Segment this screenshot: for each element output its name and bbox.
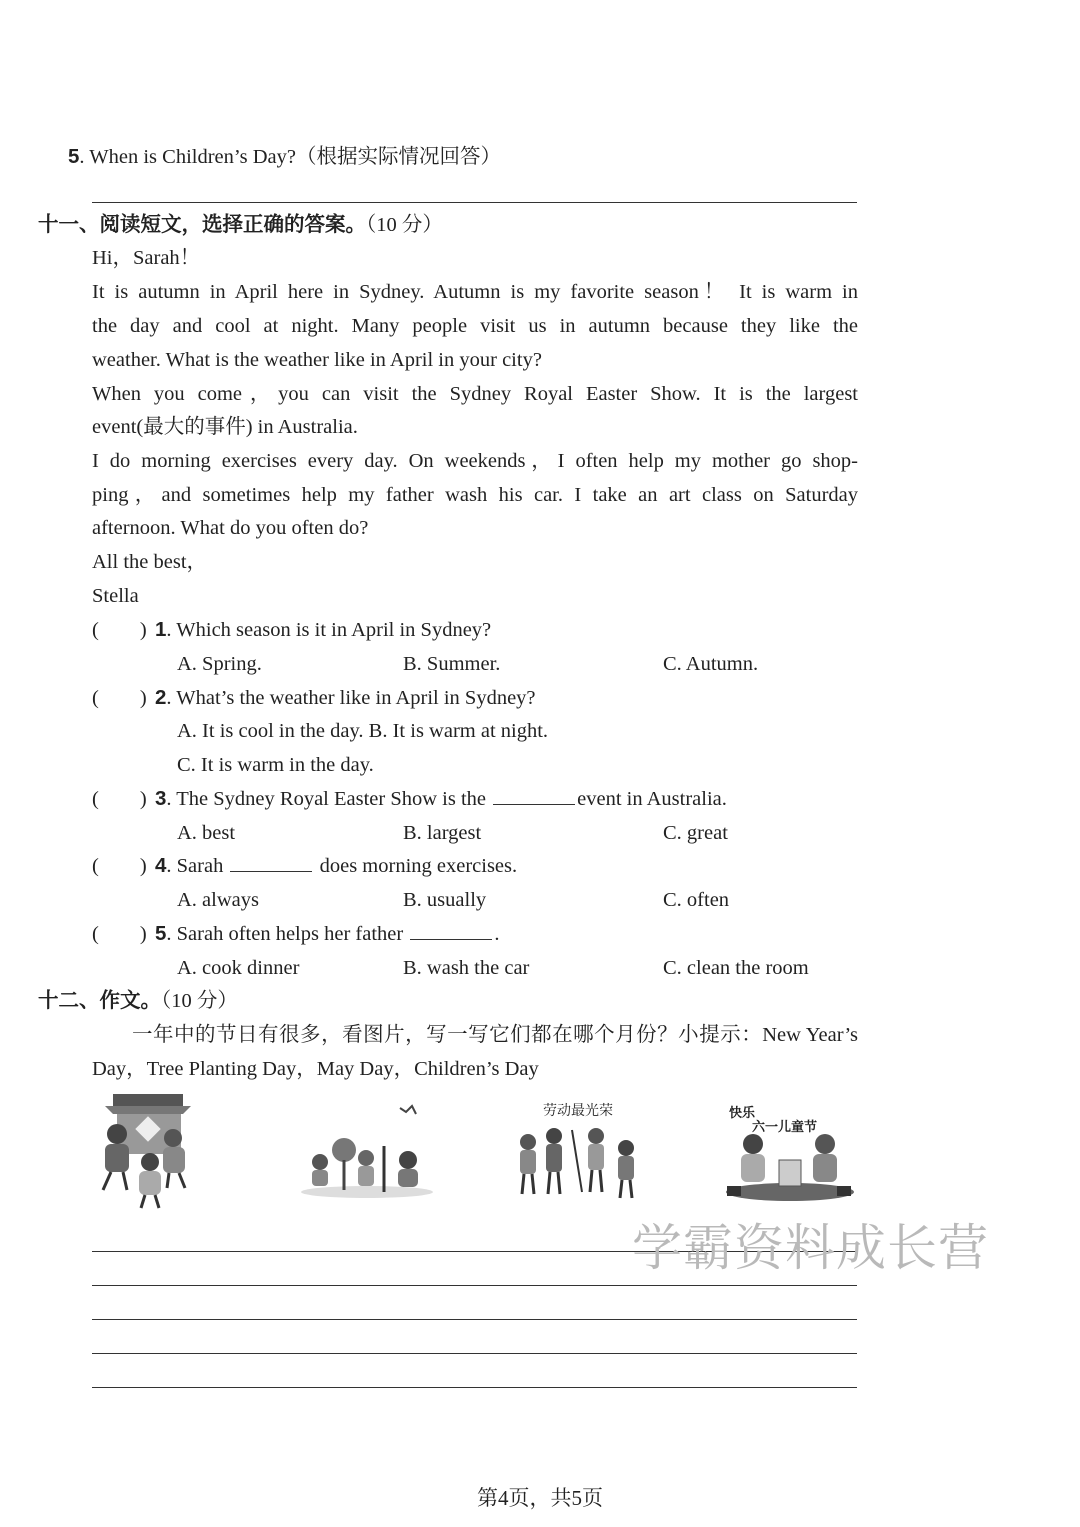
passage-text: It is autumn in April here in Sydney. Autumn is my favorite season！ It is warm in — [92, 281, 858, 303]
question-text: . The Sydney Royal Easter Show is the — [166, 788, 487, 810]
passage-line — [92, 278, 858, 306]
writing-line-2[interactable] — [92, 1285, 857, 1286]
question-number: 5 — [155, 922, 167, 945]
question-number: 1 — [155, 618, 167, 641]
passage-line: weather. What is the weather like in April in your city? — [92, 349, 542, 371]
passage-line: Hi，Sarah！ — [92, 247, 201, 269]
writing-line-5[interactable] — [92, 1387, 857, 1388]
passage-line — [92, 312, 858, 340]
childrens-day-picture — [725, 1130, 855, 1202]
new-year-picture — [95, 1090, 200, 1215]
question-text: . Sarah often helps her father — [166, 923, 404, 945]
passage-line: afternoon. What do you often do? — [92, 517, 369, 539]
question-number: 2 — [155, 686, 167, 709]
option-b[interactable]: B. largest — [403, 822, 482, 844]
section12-prompt-2: Day，Tree Planting Day，May Day，Children’s Day — [92, 1058, 539, 1080]
answer-bracket-3[interactable]: ( ) — [92, 788, 147, 810]
section11-header — [38, 211, 443, 239]
passage-line: All the best， — [92, 551, 208, 573]
answer-bracket-5[interactable]: ( ) — [92, 923, 147, 945]
question-4 — [155, 852, 517, 880]
q5-number: 5 — [68, 145, 80, 168]
childrens-day-caption: 快乐 — [729, 1106, 756, 1121]
passage-line — [92, 380, 858, 408]
option-c[interactable]: C. clean the room — [663, 957, 809, 979]
option-c[interactable]: C. great — [663, 822, 728, 844]
option-b[interactable]: B. usually — [403, 889, 487, 911]
option-b[interactable]: B. wash the car — [403, 957, 530, 979]
may-day-caption: 劳动最光荣 — [543, 1103, 613, 1119]
option-c[interactable]: C. Autumn. — [663, 653, 759, 675]
section12-points: （10 分） — [161, 990, 238, 1012]
option-a[interactable]: A. cook dinner — [177, 957, 300, 979]
question-text: . Sarah — [166, 855, 224, 877]
q5-text — [68, 143, 501, 171]
fill-blank[interactable] — [493, 786, 575, 805]
question-text-after: event in Australia. — [577, 788, 727, 810]
section12-prompt — [132, 1021, 858, 1049]
passage-text: I do morning exercises every day. On weekends，I often help my mother go shop- — [92, 450, 858, 472]
question-1 — [155, 616, 491, 644]
question-5 — [155, 920, 499, 948]
writing-line-4[interactable] — [92, 1353, 857, 1354]
question-3 — [155, 785, 727, 813]
question-number: 4 — [155, 854, 167, 877]
answer-bracket-4[interactable]: ( ) — [92, 855, 147, 877]
question-text: . What’s the weather like in April in Sydney? — [166, 687, 536, 709]
option-a[interactable]: A. best — [177, 822, 236, 844]
answer-bracket-2[interactable]: ( ) — [92, 687, 147, 709]
passage-line: Stella — [92, 585, 139, 607]
question-text-after: . — [494, 923, 500, 945]
option-a[interactable]: A. always — [177, 889, 259, 911]
passage-text: ping，and sometimes help my father wash his car. I take an art class on Saturday — [92, 484, 858, 506]
section12-header — [38, 987, 238, 1015]
option-a[interactable]: A. Spring. — [177, 653, 262, 675]
passage-text: When you come，you can visit the Sydney Royal Easter Show. It is the largest — [92, 383, 858, 405]
question-text: . Which season is it in April in Sydney? — [166, 619, 492, 641]
section11-points: （10 分） — [366, 214, 443, 236]
question-2 — [155, 684, 536, 712]
q5-answer-line[interactable] — [92, 202, 857, 203]
q5-question: . When is Children’s Day?（根据实际情况回答） — [79, 146, 501, 168]
fill-blank[interactable] — [230, 853, 312, 872]
watermark: 学霸资料成长营 — [632, 1219, 989, 1277]
option-c[interactable]: C. often — [663, 889, 730, 911]
option-ab[interactable]: A. It is cool in the day. B. It is warm at night. — [177, 720, 549, 742]
passage-line — [92, 447, 858, 475]
section12-title: 十二、作文。 — [38, 989, 161, 1012]
answer-bracket-1[interactable]: ( ) — [92, 619, 147, 641]
section11-title: 十一、阅读短文，选择正确的答案。 — [38, 213, 366, 236]
fill-blank[interactable] — [410, 921, 492, 940]
writing-line-3[interactable] — [92, 1319, 857, 1320]
may-day-picture — [510, 1122, 645, 1202]
passage-text: the day and cool at night. Many people visit us in autumn because they like the — [92, 315, 858, 337]
question-text-after: does morning exercises. — [319, 855, 518, 877]
passage-line — [92, 481, 858, 509]
childrens-day-caption-2: 六一儿童节 — [752, 1120, 818, 1135]
tree-planting-picture — [300, 1100, 435, 1200]
prompt-text: 一年中的节日有很多，看图片，写一写它们都在哪个月份？小提示：New Year’s — [132, 1024, 858, 1046]
question-number: 3 — [155, 787, 167, 810]
passage-line: event(最大的事件) in Australia. — [92, 416, 358, 438]
option-b[interactable]: B. Summer. — [403, 653, 501, 675]
page-footer: 第4页，共5页 — [477, 1486, 603, 1510]
option-c[interactable]: C. It is warm in the day. — [177, 754, 374, 776]
